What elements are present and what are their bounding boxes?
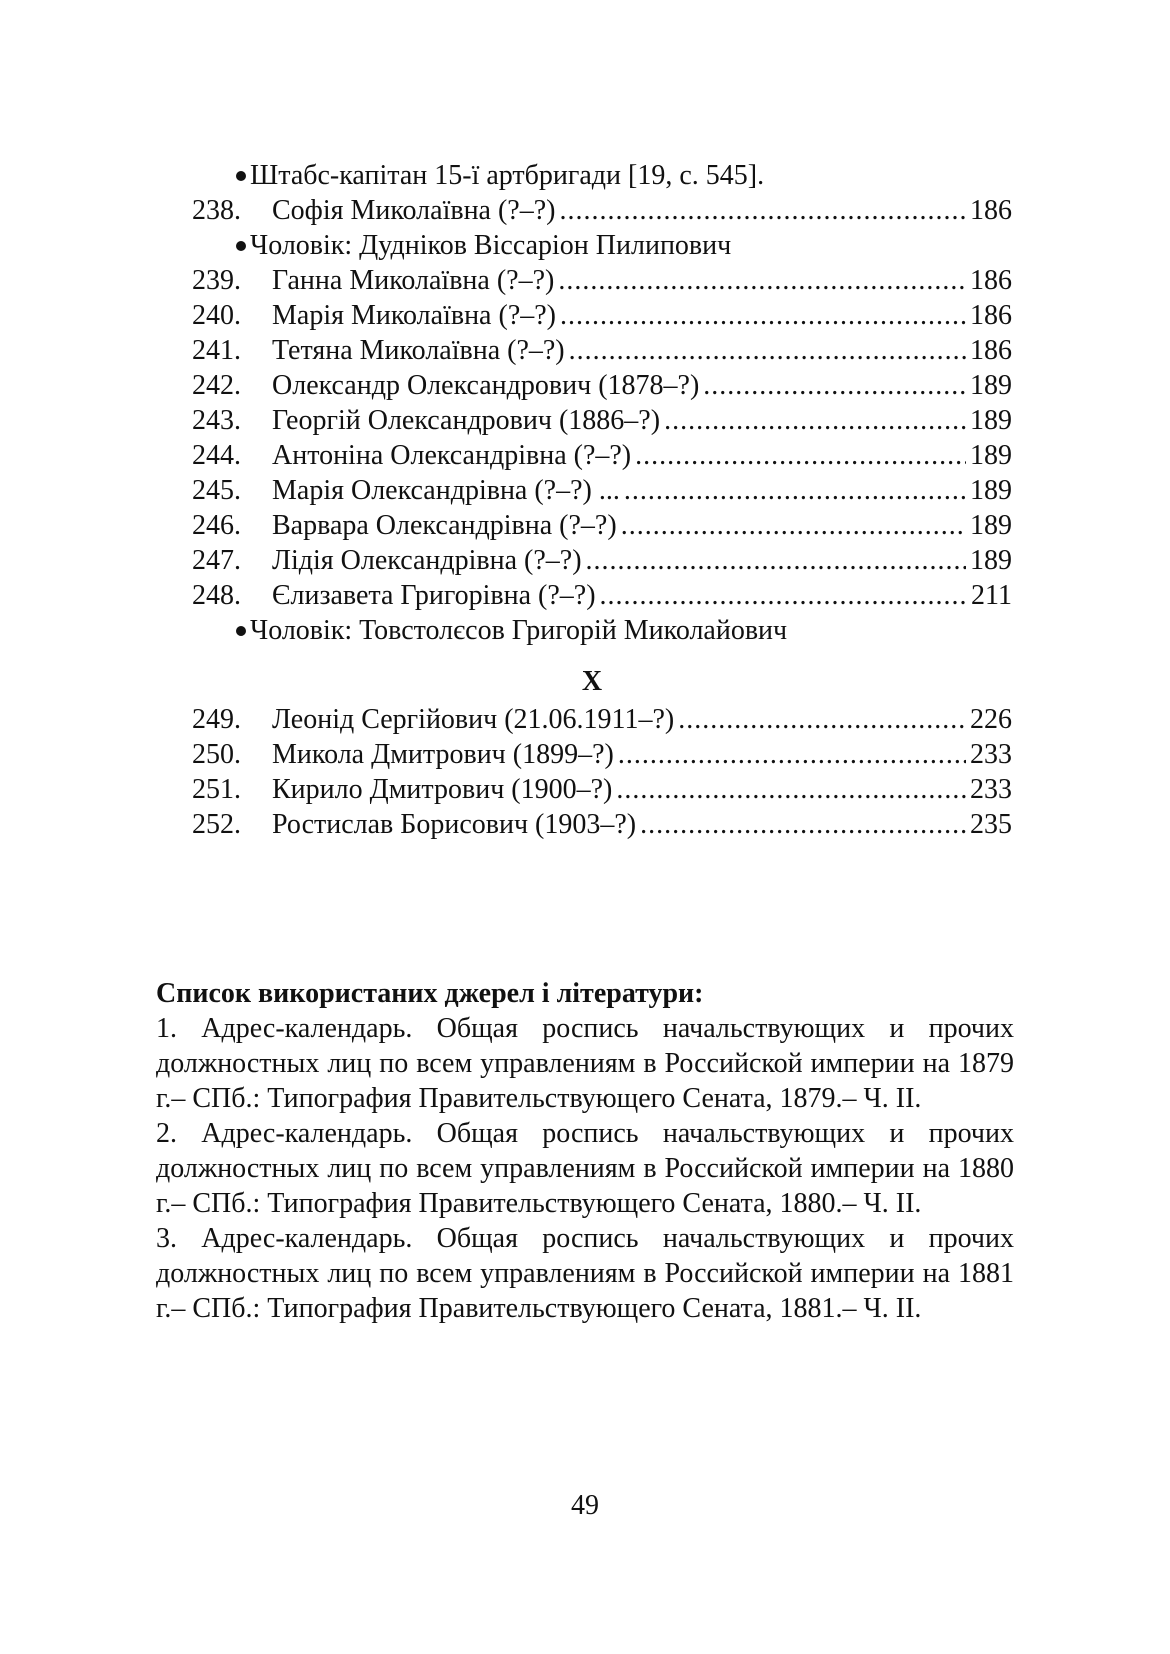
entry-page: 233 (970, 774, 1012, 805)
entry-page: 189 (970, 405, 1012, 436)
toc-note (192, 158, 1012, 193)
dot-leader (560, 193, 967, 228)
entry-page: 189 (970, 370, 1012, 401)
entry-page: 235 (970, 809, 1012, 840)
entry-number: 252. (192, 809, 241, 840)
toc-entry (192, 193, 1012, 228)
bullet-icon (236, 241, 246, 251)
note-text: Чоловік: Товстолєсов Григорій Миколайович (250, 615, 788, 646)
references-list (156, 1011, 1014, 1326)
dot-leader (703, 368, 966, 403)
entry-number: 251. (192, 774, 241, 805)
entry-name: Ганна Миколаївна (?–?) (272, 265, 555, 296)
entry-number: 247. (192, 545, 241, 576)
reference-item: 3. Адрес-календарь. Общая роспись начальствующих и прочих должностных лиц по всем управлениям в Российской империи на 1881 г.– СПб.: Типография Правительствующего Сената, 1881.– Ч. II. (156, 1223, 1014, 1324)
toc-group-ix (192, 193, 1012, 648)
reference-item: 2. Адрес-календарь. Общая роспись начальствующих и прочих должностных лиц по всем управлениям в Российской империи на 1880 г.– СПб.: Типография Правительствующего Сената, 1880.– Ч. II. (156, 1118, 1014, 1219)
entry-name: Олександр Олександрович (1878–?) (272, 370, 700, 401)
toc-note (192, 613, 1012, 648)
dot-leader (560, 298, 966, 333)
entry-page: 186 (970, 335, 1012, 366)
entry-name: Марія Миколаївна (?–?) (272, 300, 556, 331)
toc-entry (192, 368, 1012, 403)
page-number: 49 (571, 1490, 599, 1521)
toc-entry (192, 772, 1012, 807)
dot-leader (600, 578, 968, 613)
bullet-icon (236, 171, 246, 181)
entry-name: Тетяна Миколаївна (?–?) (272, 335, 565, 366)
entry-page: 186 (970, 300, 1012, 331)
entry-page: 226 (970, 704, 1012, 735)
entry-name: Лідія Олександрівна (?–?) (272, 545, 582, 576)
dot-leader (635, 438, 966, 473)
entry-number: 248. (192, 580, 241, 611)
toc-entry (192, 333, 1012, 368)
entry-number: 245. (192, 475, 241, 506)
entry-number: 246. (192, 510, 241, 541)
toc-entry (192, 438, 1012, 473)
entry-page: 189 (970, 510, 1012, 541)
note-text: Штабс-капітан 15-ї артбригади [19, с. 545]. (250, 160, 765, 191)
entry-name: Микола Дмитрович (1899–?) (272, 739, 614, 770)
entry-page: 211 (971, 580, 1012, 611)
entry-number: 239. (192, 265, 241, 296)
toc-group-x (192, 702, 1012, 842)
dot-leader (616, 772, 966, 807)
entry-page: 233 (970, 739, 1012, 770)
toc-entry (192, 403, 1012, 438)
dot-leader (640, 807, 966, 842)
dot-leader (618, 737, 966, 772)
entry-name: Георгій Олександрович (1886–?) (272, 405, 661, 436)
references-section (156, 976, 1014, 1326)
toc-entry (192, 298, 1012, 333)
entry-number: 240. (192, 300, 241, 331)
toc-entry (192, 737, 1012, 772)
entry-name: Софія Миколаївна (?–?) (272, 195, 556, 226)
entry-name: Варвара Олександрівна (?–?) (272, 510, 617, 541)
dot-leader (664, 403, 966, 438)
dot-leader (678, 702, 966, 737)
entry-name: Кирило Дмитрович (1900–?) (272, 774, 613, 805)
entry-page: 186 (970, 265, 1012, 296)
generation-title: X (581, 666, 603, 697)
entry-page: 189 (970, 440, 1012, 471)
entry-number: 250. (192, 739, 241, 770)
references-heading: Список використаних джерел і літератури: (156, 978, 704, 1009)
entry-name: Єлизавета Григорівна (?–?) (272, 580, 596, 611)
entry-name: Антоніна Олександрівна (?–?) (272, 440, 632, 471)
toc-entry (192, 578, 1012, 613)
toc-entry (192, 473, 1012, 508)
entry-name: Ростислав Борисович (1903–?) (272, 809, 637, 840)
entry-number: 249. (192, 704, 241, 735)
table-of-contents (192, 158, 1012, 842)
toc-entry (192, 508, 1012, 543)
entry-page: 189 (970, 475, 1012, 506)
reference-item: 1. Адрес-календарь. Общая роспись начальствующих и прочих должностных лиц по всем управлениям в Российской империи на 1879 г.– СПб.: Типография Правительствующего Сената, 1879.– Ч. II. (156, 1013, 1014, 1114)
toc-entry (192, 263, 1012, 298)
entry-name: Леонід Сергійович (21.06.1911–?) (272, 704, 675, 735)
entry-number: 241. (192, 335, 241, 366)
toc-entry (192, 807, 1012, 842)
bullet-icon (236, 626, 246, 636)
entry-number: 244. (192, 440, 241, 471)
toc-entry (192, 702, 1012, 737)
note-text: Чоловік: Дудніков Віссаріон Пилипович (250, 230, 732, 261)
dot-leader (586, 543, 966, 578)
dot-leader (621, 508, 966, 543)
dot-leader (558, 263, 966, 298)
entry-number: 242. (192, 370, 241, 401)
entry-page: 186 (970, 195, 1012, 226)
entry-number: 243. (192, 405, 241, 436)
dot-leader (569, 333, 966, 368)
toc-entry (192, 543, 1012, 578)
entry-name: Марія Олександрівна (?–?) ... (272, 475, 620, 506)
toc-note (192, 228, 1012, 263)
entry-page: 189 (970, 545, 1012, 576)
dot-leader (624, 473, 966, 508)
entry-number: 238. (192, 195, 241, 226)
